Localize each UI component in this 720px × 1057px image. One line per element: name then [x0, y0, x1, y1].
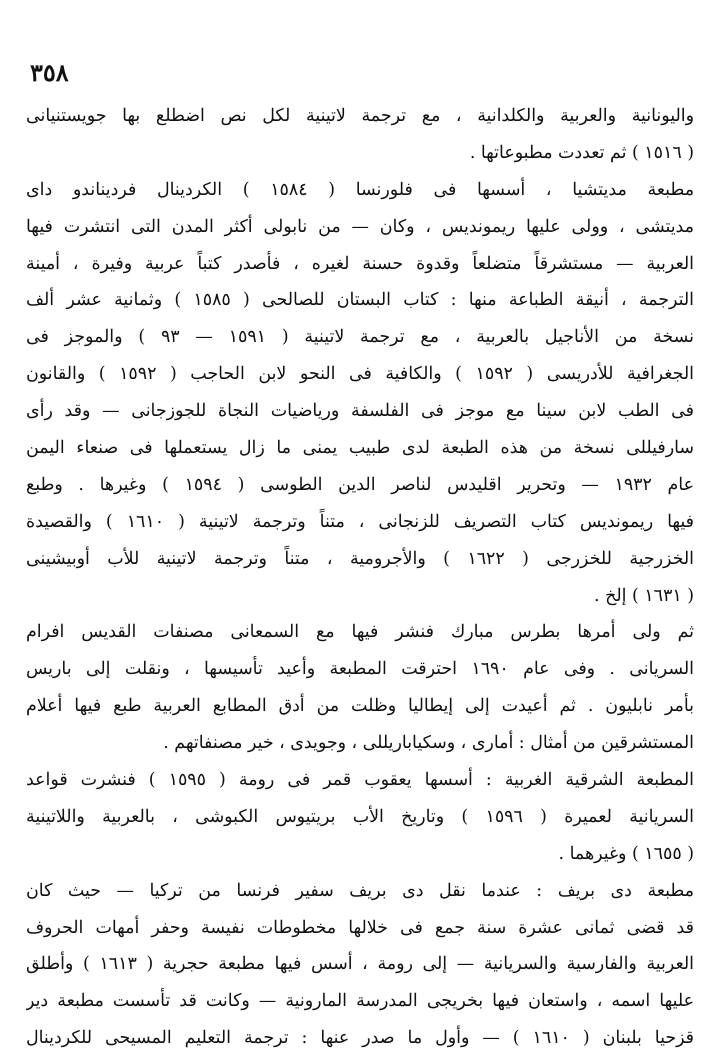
paragraph — [26, 873, 694, 1057]
text-line: سارفيللى نسخة من هذه الطبعة لدى طبيب يمنى ما زال يستعملها فى صنعاء اليمن — [26, 438, 694, 459]
paragraph — [26, 172, 694, 615]
text-line: عام ١٩٣٢ — وتحرير اقليدس لناصر الدين الطوسى ( ١٥٩٤ ) وغيرها . وطبع — [26, 474, 694, 495]
text-line: قزحيا بلبنان ( ١٦١٠ ) — وأول ما صدر عنها : ترجمة التعليم المسيحى للكردينال — [26, 1028, 694, 1049]
text-line: بأمر نابليون . ثم أعيدت إلى إيطاليا وظلت من أدق المطابع العربية طبع فيها أعلام — [26, 696, 694, 717]
text-line: فى الطب لابن سينا مع موجز فى الفلسفة ورياضيات النجاة للجوزجانى — وقد رأى — [26, 401, 694, 422]
text-line: قد قضى ثمانى عشرة سنة جمع فى خلالها مخطوطات نفيسة وحفر أمهات الحروف — [26, 917, 694, 938]
text-line: مطبعة مديتشيا ، أسسها فى فلورنسا ( ١٥٨٤ ) الكردينال فرديناندو داى — [26, 179, 694, 200]
text-line: عليها اسمه ، واستعان فيها بخريجى المدرسة المارونية — وكانت قد تأسست مطبعة دير — [26, 991, 694, 1012]
paragraph — [26, 614, 694, 762]
paragraph — [26, 762, 694, 873]
text-line: العربية — مستشرقاً متضلعاً وقدوة حسنة لغيره ، فأصدر كتباً عربية وفيرة ، أمينة — [26, 253, 694, 274]
text-line: مديتشى ، وولى عليها ريمونديس ، وكان — من نابولى أكثر المدن التى انتشرت فيها — [26, 216, 694, 237]
text-line: السريانية لعميرة ( ١٥٩٦ ) وتاريخ الأب بريتيوس الكبوشى ، بالعربية واللاتينية — [26, 806, 694, 827]
paragraph — [26, 98, 694, 172]
text-line: العربية والفارسية والسريانية — إلى رومة ، أسس فيها مطبعة حجرية ( ١٦١٣ ) وأطلق — [26, 954, 694, 975]
text-line: الجغرافية للأدريسى ( ١٥٩٢ ) والكافية فى النحو لابن الحاجب ( ١٥٩٢ ) والقانون — [26, 364, 694, 385]
body-text — [26, 98, 694, 1057]
text-line: المطبعة الشرقية الغربية : أسسها يعقوب قمر فى رومة ( ١٥٩٥ ) فنشرت قواعد — [26, 770, 694, 791]
text-line: نسخة من الأناجيل بالعربية ، مع ترجمة لاتينية ( ١٥٩١ — ٩٣ ) والموجز فى — [26, 327, 694, 348]
text-line: مطبعة دى بريف : عندما نقل دى بريف سفير فرنسا من تركيا — حيث كان — [26, 880, 694, 901]
page-number: ٣٥٨ — [30, 58, 69, 87]
text-line: واليونانية والعربية والكلدانية ، مع ترجمة لاتينية لكل نص اضطلع بها جويستنيانى — [26, 106, 694, 126]
text-line: فيها ريمونديس كتاب التصريف للزنجانى ، متناً وترجمة لاتينية ( ١٦١٠ ) والقصيدة — [26, 511, 694, 532]
text-line: ( ١٦٣١ ) إلخ . — [594, 585, 694, 606]
text-line: ثم ولى أمرها بطرس مبارك فنشر فيها مع السمعانى مصنفات القديس افرام — [26, 622, 694, 643]
text-line: المستشرقين من أمثال : أمارى ، وسكياباريللى ، وجويدى ، خير مصنفاتهم . — [163, 733, 694, 754]
text-line: ( ١٥١٦ ) ثم تعددت مطبوعاتها . — [469, 142, 694, 163]
text-line: السريانى . وفى عام ١٦٩٠ احترقت المطبعة وأعيد تأسيسها ، ونقلت إلى باريس — [26, 659, 694, 680]
text-line: الترجمة ، أنيقة الطباعة منها : كتاب البستان للصالحى ( ١٥٨٥ ) وثمانية عشر ألف — [26, 290, 694, 311]
text-line: ( ١٦٥٥ ) وغيرهما . — [558, 843, 694, 864]
text-line: الخزرجية للخزرجى ( ١٦٢٢ ) والأجرومية ، متناً وترجمة لاتينية للأب أوبيشينى — [26, 548, 694, 569]
